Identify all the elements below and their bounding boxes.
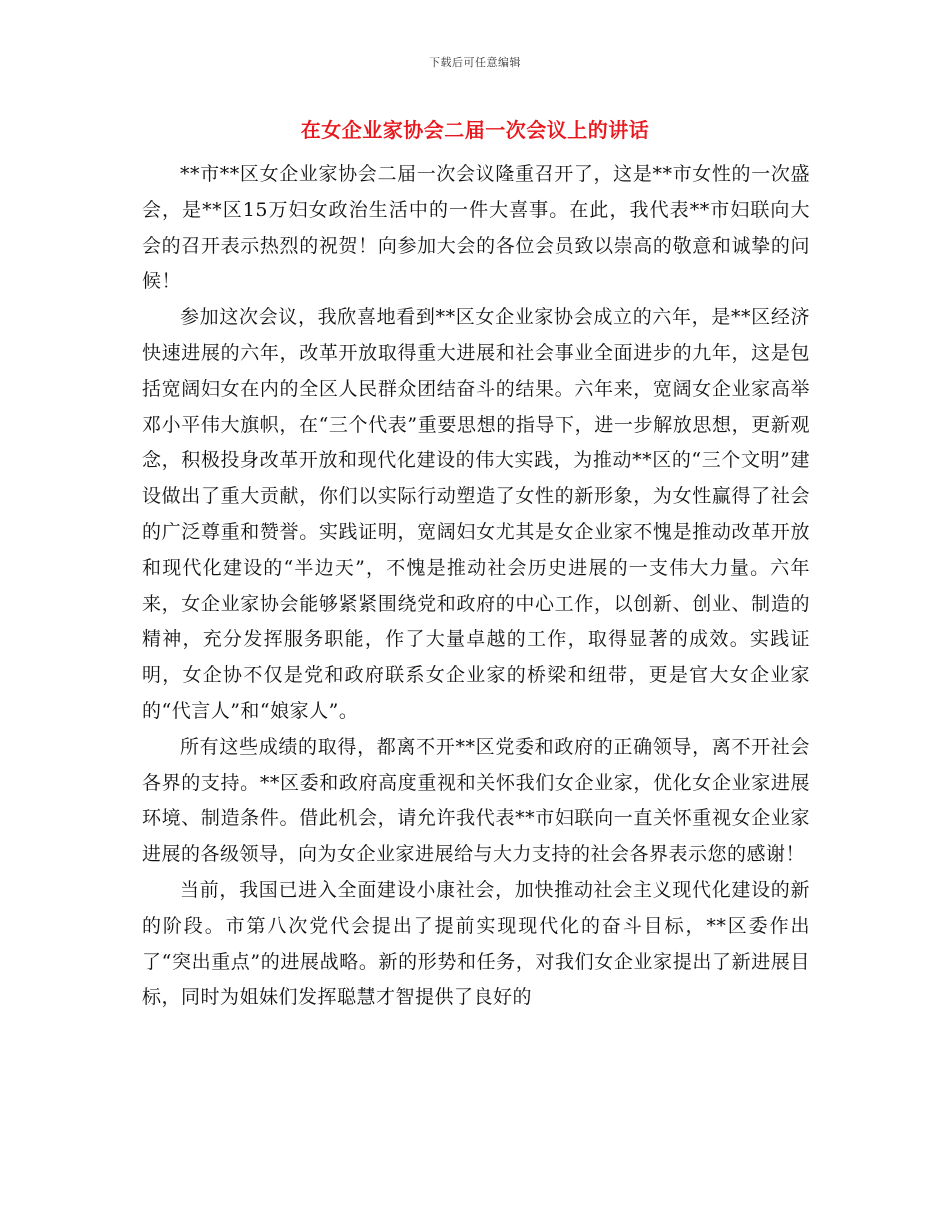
paragraph-2: 参加这次会议，我欣喜地看到**区女企业家协会成立的六年，是**区经济快速进展的六年，改革开放取得重大进展和社会事业全面进步的九年，这是包括宽阔妇女在内的全区人民群众团结奋斗的结果。六年来，宽阔女企业家高举邓小平伟大旗帜，在“三个代表”重要思想的指导下，进一步解放思想，更新观念，积极投身改革开放和现代化建设的伟大实践，为推动**区的“三个文明”建设做出了重大贡献，你们以实际行动塑造了女性的新形象，为女性赢得了社会的广泛尊重和赞誉。实践证明，宽阔妇女尤其是女企业家不愧是推动改革开放和现代化建设的“半边天”，不愧是推动社会历史进展的一支伟大力量。六年来，女企业家协会能够紧紧围绕党和政府的中心工作，以创新、创业、制造的精神，充分发挥服务职能，作了大量卓越的工作，取得显著的成效。实践证明，女企协不仅是党和政府联系女企业家的桥梁和纽带，更是官大女企业家的“代言人”和“娘家人”。 xyxy=(142,306,810,722)
document-body xyxy=(142,157,810,1016)
paragraph-4: 当前，我国已进入全面建设小康社会，加快推动社会主义现代化建设的新的阶段。市第八次党代会提出了提前实现现代化的奋斗目标，**区委作出了“突出重点”的进展战略。新的形势和任务，对我们女企业家提出了新进展目标，同时为姐妹们发挥聪慧才智提供了良好的 xyxy=(142,878,810,1009)
paragraph-1: **市**区女企业家协会二届一次会议隆重召开了，这是**市女性的一次盛会，是**区15万妇女政治生活中的一件大喜事。在此，我代表**市妇联向大会的召开表示热烈的祝贺！向参加大会的各位会员致以崇高的敬意和诚挚的问候！ xyxy=(142,163,810,293)
paragraph-3: 所有这些成绩的取得，都离不开**区党委和政府的正确领导，离不开社会各界的支持。**区委和政府高度重视和关怀我们女企业家，优化女企业家进展环境、制造条件。借此机会，请允许我代表**市妇联向一直关怀重视女企业家进展的各级领导，向为女企业家进展给与大力支持的社会各界表示您的感谢！ xyxy=(142,735,810,866)
document-title: 在女企业家协会二届一次会议上的讲话 xyxy=(300,118,650,142)
header-note: 下载后可任意编辑 xyxy=(429,56,521,69)
